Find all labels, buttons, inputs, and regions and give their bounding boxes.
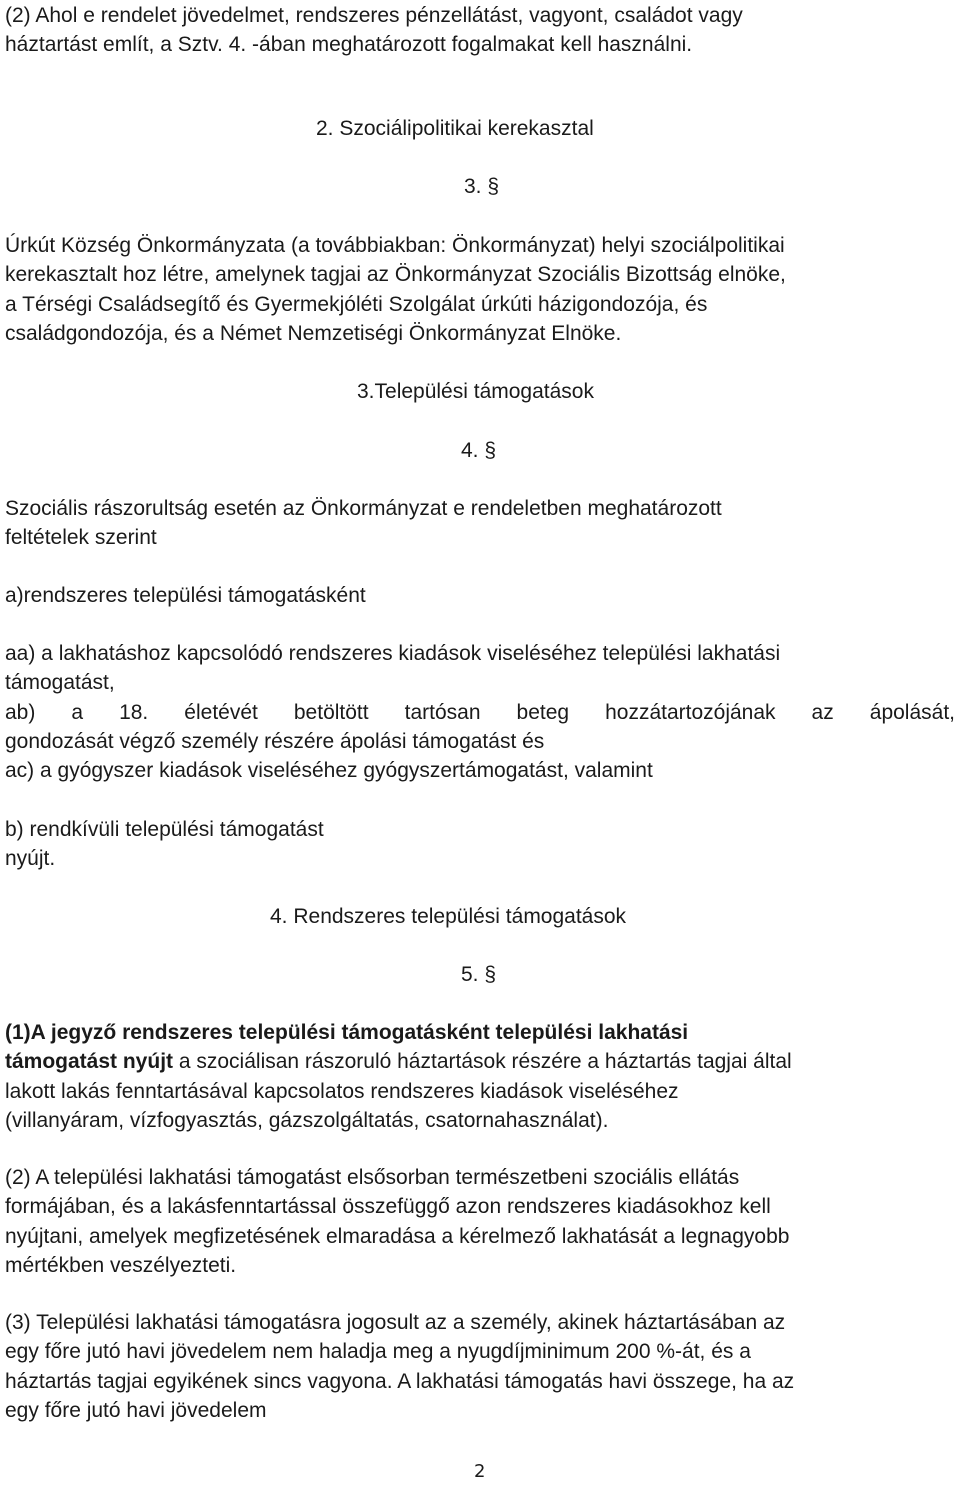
- section-3-line-4: családgondozója, és a Német Nemzetiségi Önkormányzat Elnöke.: [5, 321, 622, 345]
- section-4-line-2: feltételek szerint: [5, 526, 157, 550]
- chapter-4-title: 4. Rendszeres települési támogatások: [270, 905, 627, 928]
- page-number: 2: [474, 1461, 486, 1482]
- section-5-1-rest-2: a szociálisan rászoruló háztartások részére a háztartás tagjai által: [173, 1050, 792, 1074]
- section-4-number: 4.: [461, 439, 485, 462]
- section-5-2-line-2: formájában, és a lakásfenntartással összefüggő azon rendszeres kiadásokhoz kell: [5, 1195, 771, 1219]
- item-a: a)rendszeres települési támogatásként: [5, 584, 366, 607]
- section-4-heading: [461, 436, 496, 465]
- section-5-paragraph-2: [5, 1163, 955, 1280]
- item-ac: ac) a gyógyszer kiadások viseléséhez gyógyszertámogatást, valamint: [5, 759, 653, 783]
- section-5-1-line-2: [5, 1047, 955, 1076]
- section-4-line-1: Szociális rászorultság esetén az Önkormányzat e rendeletben meghatározott: [5, 497, 722, 520]
- section-5-3-line-4: egy főre jutó havi jövedelem: [5, 1398, 267, 1422]
- section-5-3-line-2: egy főre jutó havi jövedelem nem haladja meg a nyugdíjminimum 200 %-át, és a: [5, 1340, 751, 1364]
- section-3-line-2: kerekasztalt hoz létre, amelynek tagjai az Önkormányzat Szociális Bizottság elnöke,: [5, 263, 786, 287]
- section-3-number: 3.: [464, 175, 488, 198]
- section-5-1-line-1: [5, 1018, 955, 1047]
- section-5-1-bold-2: támogatást nyújt: [5, 1050, 174, 1074]
- section-5-2-line-1: (2) A települési lakhatási támogatást elsősorban természetbeni szociális ellátás: [5, 1166, 740, 1189]
- section-5-paragraph-3: [5, 1308, 955, 1425]
- document-page: [5, 0, 955, 1487]
- section-5-1-line-4: (villanyáram, vízfogyasztás, gázszolgáltatás, csatornahasználat).: [5, 1108, 609, 1132]
- section-5-heading: [461, 960, 496, 989]
- chapter-2-title: 2. Szociálipolitikai kerekasztal: [316, 117, 594, 140]
- section-sign-icon: §: [484, 963, 497, 986]
- section-4-closing: [5, 815, 955, 874]
- section-sign-icon: §: [484, 439, 497, 462]
- section-5-2-line-3: nyújtani, amelyek megfizetésének elmaradása a kérelmező lakhatását a legnagyobb: [5, 1224, 790, 1248]
- section-5-1-bold-1: (1)A jegyző rendszeres települési támogatásként települési lakhatási: [5, 1021, 689, 1044]
- section-3-heading: [464, 172, 499, 201]
- section-3-line-3: a Térségi Családsegítő és Gyermekjóléti Szolgálat úrkúti házigondozója, és: [5, 292, 708, 316]
- item-aa-line-2: támogatást,: [5, 671, 115, 695]
- section-3-line-1: Úrkút Község Önkormányzata (a továbbiakban: Önkormányzat) helyi szociálpolitikai: [5, 234, 785, 257]
- section-5-3-line-1: (3) Települési lakhatási támogatásra jogosult az a személy, akinek háztartásában az: [5, 1311, 786, 1334]
- section-5-1-line-3: lakott lakás fenntartásával kapcsolatos rendszeres kiadások viseléséhez: [5, 1079, 679, 1103]
- section-5-2-line-4: mértékben veszélyezteti.: [5, 1253, 237, 1277]
- section-4-items: [5, 639, 955, 785]
- item-ab-line-2: gondozását végző személy részére ápolási támogatást és: [5, 729, 545, 753]
- intro-paragraph: [5, 1, 955, 60]
- item-ab-line-1: ab) a 18. életévét betöltött tartósan beteg hozzátartozójának az ápolását,: [5, 700, 955, 724]
- item-aa-line-1: aa) a lakhatáshoz kapcsolódó rendszeres kiadások viseléséhez települési lakhatási: [5, 642, 781, 665]
- chapter-3-title: 3.Települési támogatások: [357, 380, 594, 403]
- intro-line-1: (2) Ahol e rendelet jövedelmet, rendszeres pénzellátást, vagyont, családot vagy: [5, 4, 743, 27]
- intro-line-2: háztartást említ, a Sztv. 4. -ában meghatározott fogalmakat kell használni.: [5, 33, 693, 57]
- item-b: b) rendkívüli települési támogatást: [5, 818, 324, 841]
- section-5-paragraph-1: [5, 1018, 955, 1135]
- section-3-paragraph: [5, 231, 955, 348]
- section-4-closing-word: nyújt.: [5, 847, 56, 871]
- section-5-number: 5.: [461, 963, 485, 986]
- section-4-intro: [5, 494, 955, 553]
- section-5-3-line-3: háztartás tagjai egyikének sincs vagyona. A lakhatási támogatás havi összege, ha az: [5, 1369, 795, 1393]
- section-sign-icon: §: [487, 175, 500, 198]
